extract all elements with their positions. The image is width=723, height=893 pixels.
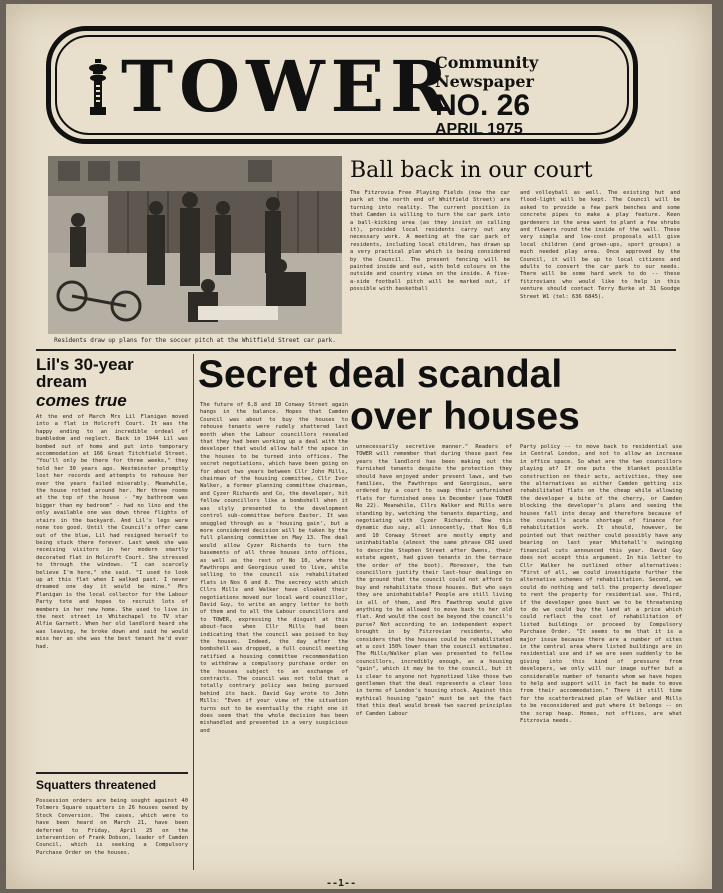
- main-headline-line1: Secret deal scandal: [198, 353, 563, 396]
- squatters-divider: [36, 772, 188, 774]
- section-divider: [36, 349, 676, 351]
- masthead-info: [435, 53, 633, 139]
- main-story-col3: Party policy -- to move back to residential use in Central London, and not to allow an increase in office space. So what are the two councillors playing at? If one puts the blanket possible construction on their acts, activities, they see the alternatives as either Camden getting six rehabilitated flats on the cheap while allowing the developer a bite of the cherry, or Camden blocking the developer's plans and seeing the houses fall into decay and therefore because of the council's acute shortage of finance for rehabilitation work. It should, however, be pointed out that neither could possibly have any bearing on last year Whitehall's swinging financial cuts announced this year. David Guy does not accept this argument. In his letter to Cllr Walker he outlined other alternatives: "First of all, we could investigate further the alternative schemes of rehabilitation. Second, we could do nothing and tell the property developer to rent the property for residential use. Third, if the developer goes bust we to be threatening to do we could buy the land at a price which could reflect the cost of rehabilitation of listed buildings or proceed by Compulsory Purchase Order. "It seems to me that it is a major issue because there are a number of sites in the central area where listed buildings are in residential use and if we are seen suddenly to be giving into this kind of pressure from developers, we only will our image suffer but a considerable number of tenants whom we have hopes to help and support will in fact be made to move from their accommodation." There it still time for the scatterbrained plan of Walker and Mills to be reconsidered and put where it belongs -- on the scrap heap. Homes, not offices, are what Fitzrovia needs.: [520, 444, 682, 725]
- main-story-col1: The future of 6,8 and 10 Conway Street again hangs in the balance. Hopes that Camden Council was about to buy the houses to rehouse tenants were rudely shattered last month when the Labour councillors revealed that they had been working up a deal with the developer that would allow half the space in the houses to be turned into offices. The secret negotiations, which have been going on for about two years between Cllr John Mills, chairman of the housing committee, Cllr Ivor Walker, a former planning committee chairman, and Cyzer Richards and Co, the developer, hit fellow councillors like a bombshell when it was slyly presented to the development control sub-committee before Easter. It was smuggled through as a 'housing gain', but a more considered decision will be taken by the full planning committee on May 13. The deal would allow Cyzer Richards to turn the basements of all three houses into offices, as well as the rest of No 10, where the Fawthrops and Georgious used to live, while selling to the council six rehabilitated flats in Nos 6 and 8. The secrecy with which Cllrs Mills and Walker have cloaked their negotiations moved our local ward councillor, David Guy, to write an angry letter to both of them and to all the Labour councillors and to TOWER, expressing the disgust at this about-face when Cllr Mills had been indicating that the council was poised to buy the houses. Indeed, the day after the bombshell was dropped, a full council meeting ratified a housing committee recommendation to withdraw a compulsory purchase order on the houses subject to an exchange of contracts. The council was not told that a totally contrary policy was being pursued behind its back. David Guy wrote to John Mills: "Even if your view of the situation turns out to be eventually the right one it does seem that the whole decision has been mishandled and presented in a very suspicious and: [200, 402, 348, 734]
- post-office-tower-icon: [85, 59, 111, 115]
- front-page-photo: [48, 156, 342, 334]
- masthead-subtitle: Community Newspaper: [435, 53, 539, 91]
- issue-date: APRIL 1975: [435, 121, 523, 138]
- lil-story-headline: Lil's 30-year dream: [36, 355, 134, 391]
- lil-story-body: At the end of March Mrs Lil Flanigan moved into a flat in Holcroft Court. It was the happy ending to an incredible ordeal of bumbledom and neglect. Back in 1944 Lil was bombed out of home and put into temporary accommodation at 166 Great Titchfield Street. "You'll only be there for three weeks," they told her 30 years ago. Westminster promptly lost her records and attempts to rehouse her over the years failed miserably. Meanwhile, the house rotted around her. Her three rooms at the top of the house - "my bathroom was bigger than my bedroom" - had no lino and the only available one was down three flights of stairs in the backyard. And Lil's legs were none too good. Until the Council's offer came out of the blue, Lil had resigned herself to being stuck there forever. Last week she was receiving visitors in her modern smartly decorated flat in Holcroft Court. She stressed to through the windows. "I can scarcely believe I'm here," she said. "I used to look up at this flat when I walked past. I never dreamed one day it would be mine." Mrs Flanigan is the local collector for the Labour Party tote and hopes to recruit lots of members in her new home. She used to live in the next street in Whitechapel to TV star Alfie Garnett. When her old landlord heard she was leaving, he broke down and said he would miss her as she was the best tenant he'd ever had.: [36, 414, 188, 650]
- squatters-headline: Squatters threatened: [36, 778, 157, 792]
- ball-story-col2: and volleyball as well. The existing hut and flood-light will be kept. The Council will be asked to provide a few park benches and some concrete pipes to make a play feature. Keen gardeners in the area want to plant a few shrubs and flowers round the inside of the wall. These very simple and low-cost proposals will give local children (and grown-ups, sport groups) a much needed play area. Once approved by the Council, it will be up to local citizens and adults to convert the car park to our needs. There will be some hard work to do -- these fitzrovians who would like to help in this venture should contact Terry Burke at 31 Goodge Street W1 (tel: 636 6845).: [520, 190, 680, 300]
- photo-scene: [48, 156, 342, 334]
- photo-caption: Residents draw up plans for the soccer pitch at the Whitfield Street car park.: [54, 337, 336, 344]
- ball-story-col1: The Fitzrovia Free Playing Fields (now the car park at the north end of Whitfield Street) are turning into reality. The current position is that Camden is willing to turn the car park into a ball-kicking area (as they insist on calling it), provided local residents carry out any necessary work. A meeting at the car park of residents, including local children, has drawn up a very practical plan which is being considered by the Council. The present fencing will be painted inside and out, with bold colours on the outside and country views on the inside. A five-a-side football pitch will be marked out, if possible with basketball: [350, 190, 510, 293]
- masthead: [46, 26, 638, 144]
- masthead-title: TOWER: [121, 45, 455, 128]
- page-number: --1--: [326, 878, 357, 889]
- column-rule: [193, 354, 194, 870]
- ball-story-headline: Ball back in our court: [350, 158, 593, 183]
- lil-story-subhead: comes true: [36, 391, 127, 410]
- main-story-col2: unnecessarily secretive manner." Readers of TOWER will remember that during these past few years the landlord has been making out the furnished tenants despite the protection they should have enjoyed under present laws, and two families, the Fawthrops and Georgious, were ordered by a court to swap their unfurnished flats for furnished ones in December (see TOWER No 22). Meanwhile, Cllrs Walker and Mills were standing by, watching the tenants departing, and negotiating with Cyzer Richards. Now this dynamic duo say, all innocently, that Nos 6,8 and 10 Conway Street are mostly empty and uninhabitable (almost the same phrase CRI used to describe Stephen Street after Owens, their estate agent, had given tenants in the terrace the order of the boot). Moreover, the two councillors justify their last-hour dealings on the ground that the council could not afford to buy and rehabilitate those houses. But who says they are uninhabitable? People are still living in all of them, and Mrs Fawthrop would give anything to be allowed to move back to her old flat. And would the cost be beyond the council's purse? Not according to an independent expert brought in by Fitzrovian residents, who considers that the houses could be rehabilitated at a cost 150% lower than the council estimates. The Mills/Walker plan was presented to fellow councillors, incredibly enough, as a housing "gain", which it may be to the council, but it is clear to anyone not hypnotized like those two gentlemen that the deal represents a clear loss in terms of London's housing stock. Against this mythical housing "gain" must be set the fact that this deal would break two sacred principles of Camden Labour: [356, 444, 512, 717]
- newspaper-page: [6, 4, 712, 889]
- main-headline-line2: over houses: [350, 395, 580, 438]
- issue-number: NO. 26: [435, 89, 531, 122]
- squatters-body: Possession orders are being sought against 40 Tolmers Square squatters in 26 houses owned by Stock Conversion. The cases, which were to have been heard on March 21, have been deferred to Friday, April 25 on the intervention of Frank Dobson, leader of Camden Council, which is seeking a Compulsory Purchase Order on the houses.: [36, 798, 188, 856]
